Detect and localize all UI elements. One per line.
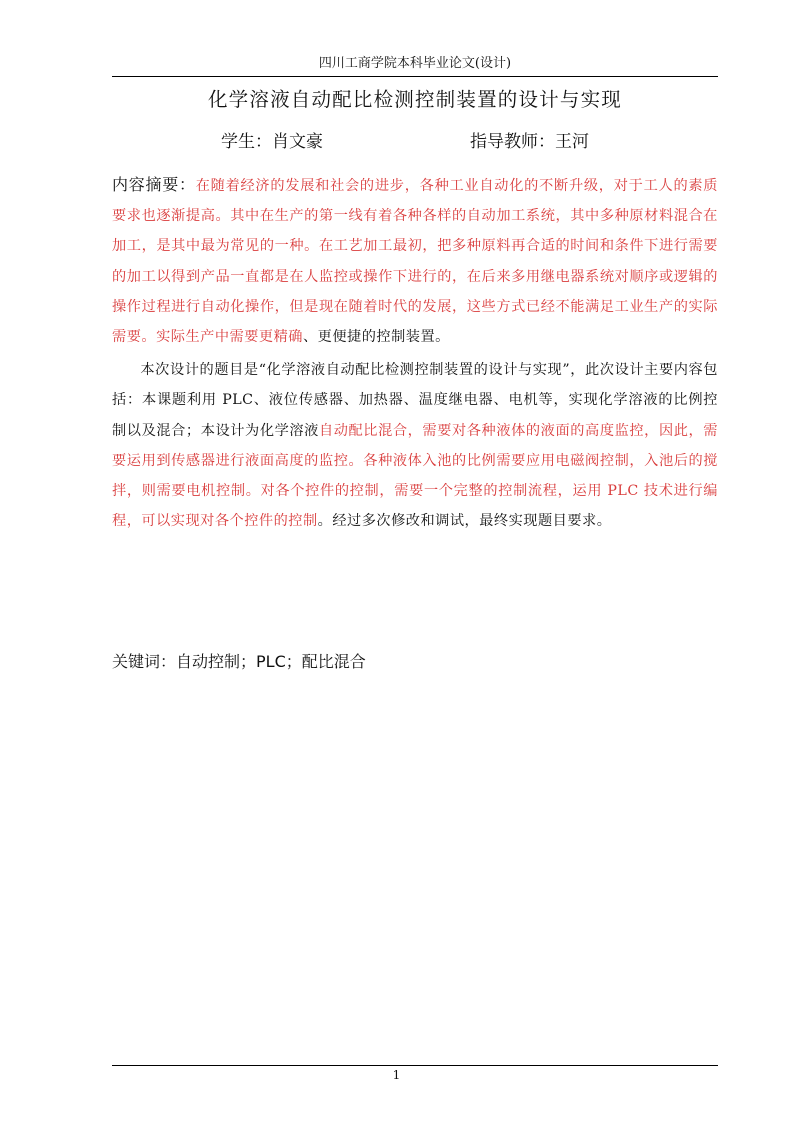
advisor-info [470, 128, 589, 156]
abstract-text-1-tail: 、更便捷的控制装置。 [302, 329, 450, 346]
abstract-text-2c: 。经过多次修改和调试，最终实现题目要求。 [317, 513, 612, 530]
student-label: 学生： [221, 132, 272, 152]
running-header: 四川工商学院本科毕业论文(设计) [112, 52, 718, 77]
keywords [112, 648, 366, 676]
paper-title: 化学溶液自动配比检测控制装置的设计与实现 [207, 88, 622, 111]
abstract-paragraph-1 [112, 170, 718, 352]
student-info [221, 128, 323, 156]
abstract [112, 170, 718, 536]
student-name: 肖文豪 [272, 132, 323, 152]
author-line [0, 128, 793, 156]
abstract-label: 内容摘要： [112, 175, 196, 194]
advisor-name: 王河 [555, 132, 589, 152]
abstract-highlight-1: 在随着经济的发展和社会的进步，各种工业自动化的不断升级，对于工人的素质要求也逐渐提高。其中在生产的第一线有着各种各样的自动加工系统，其中多种原材料混合在加工，是其中最为常见的一种。在工艺加工最初，把多种原料再合适的时间和条件下进行需要的加工以得到产品一直都是在人监控或操作下进行的，在后来多用继电器系统对顺序或逻辑的操作过程进行自动化操作，但是现在随着时代的发展，这些方式已经不能满足工业生产的实际需要。实际生产中需要更精确 [112, 178, 718, 346]
advisor-label: 指导教师： [470, 132, 555, 152]
abstract-text-2a: 本次设计的题目是“化学溶液自动配比检测控制装置的设计与实现”，此次设计主要内容包括：本课题利用 PLC、液位传感器、加热器、温度继电器、电机等，实现化学溶液的比例控制以及混合；本设计为化学溶液 [112, 362, 718, 439]
keywords-label: 关键词： [112, 652, 177, 671]
keywords-values: 自动控制；PLC；配比混合 [176, 652, 366, 671]
abstract-highlight-2: 自动配比混合，需要对各种液体的液面的高度监控，因此，需要运用到传感器进行液面高度的监控。各种液体入池的比例需要应用电磁阀控制，入池后的搅拌，则需要电机控制。对各个控件的控制，需要一个完整的控制流程，运用 PLC 技术进行编程，可以实现对各个控件的控制 [112, 422, 718, 530]
abstract-paragraph-2 [112, 355, 718, 536]
footer-divider [112, 1065, 718, 1066]
page-number: 1 [392, 1068, 401, 1082]
